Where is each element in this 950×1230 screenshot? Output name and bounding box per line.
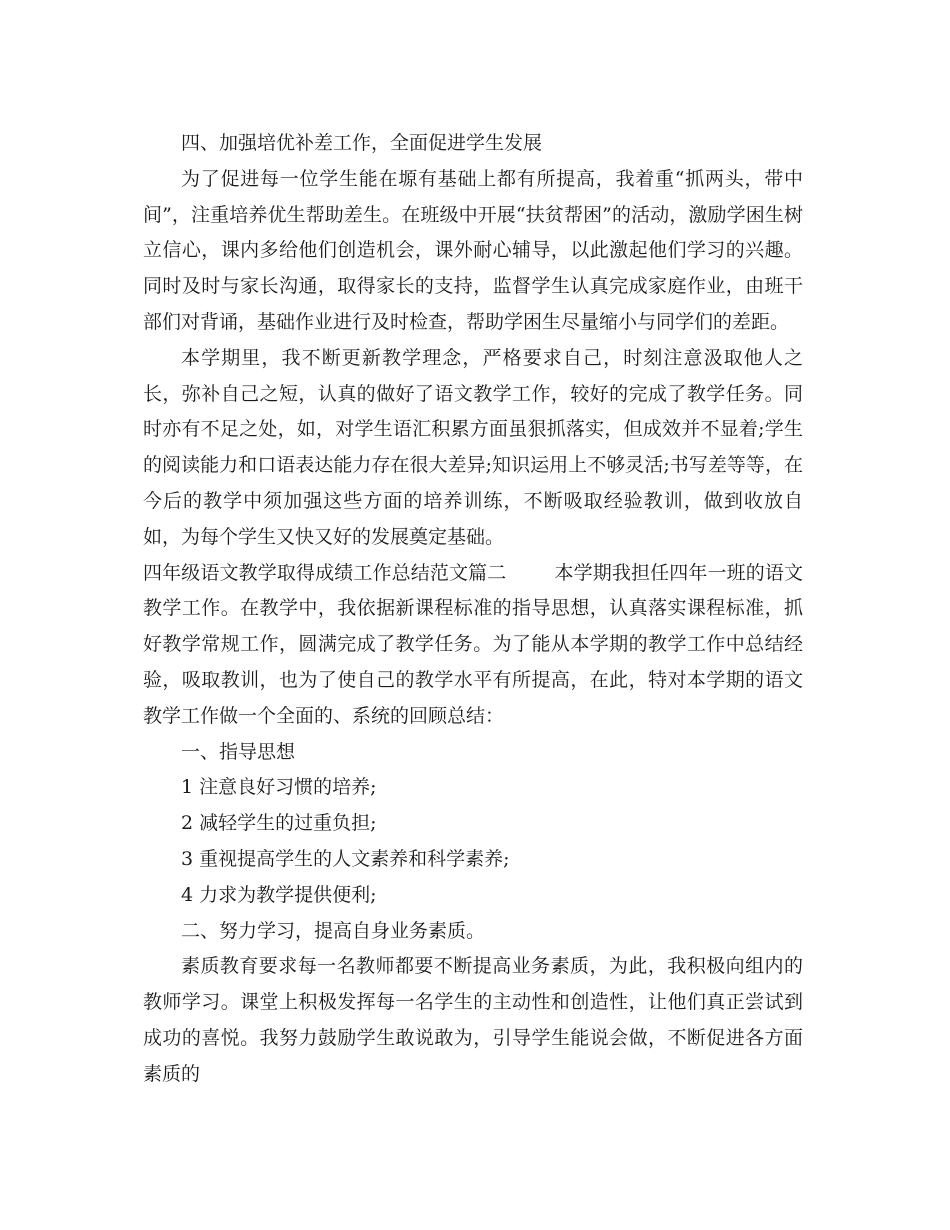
- summary-paragraph: 本学期里，我不断更新教学理念，严格要求自己，时刻注意汲取他人之长，弥补自己之短，认真的做好了语文教学工作，较好的完成了教学任务。同时亦有不足之处，如，对学生语汇积累方面虽狠抓落实，但成效并不显着;学生的阅读能力和口语表达能力存在很大差异;知识运用上不够灵活;书写差等等，在今后的教学中须加强这些方面的培养训练，不断吸取经验教训，做到收放自如，为每个学生又快又好的发展奠定基础。: [143, 346, 803, 548]
- guideline-item: 1 注意良好习惯的培养;: [181, 776, 377, 799]
- guideline-item: 3 重视提高学生的人文素养和科学素养;: [181, 847, 510, 870]
- article2-paragraph: [143, 556, 803, 735]
- guideline-item: 2 减轻学生的过重负担;: [181, 812, 377, 835]
- section2-paragraph: 素质教育要求每一名教师都要不断提高业务素质，为此，我积极向组内的教师学习。课堂上积极发挥每一名学生的主动性和创造性，让他们真正尝试到成功的喜悦。我努力鼓励学生敢说敢为，引导学生能说会做，不断促进各方面素质的: [143, 955, 803, 1085]
- document-body: [143, 126, 803, 1093]
- section2-heading: 二、努力学习，提高自身业务素质。: [181, 919, 486, 942]
- section1-heading: 一、指导思想: [181, 740, 296, 763]
- section4-paragraph: 为了促进每一位学生能在塬有基础上都有所提高，我着重“抓两头，带中间”，注重培养优生帮助差生。在班级中开展“扶贫帮困”的活动，激励学困生树立信心，课内多给他们创造机会，课外耐心辅导，以此激起他们学习的兴趣。同时及时与家长沟通，取得家长的支持，监督学生认真完成家庭作业，由班干部们对背诵，基础作业进行及时检查，帮助学困生尽量缩小与同学们的差距。: [143, 167, 803, 333]
- guideline-item: 4 力求为教学提供便利;: [181, 883, 377, 906]
- article2-title: 四年级语文教学取得成绩工作总结范文篇二: [143, 561, 507, 584]
- section4-heading: 四、加强培优补差工作，全面促进学生发展: [181, 132, 543, 154]
- article2-intro: 本学期我担任四年一班的语文教学工作。在教学中，我依据新课程标准的指导思想，认真落实课程标准，抓好教学常规工作，圆满完成了教学任务。为了能从本学期的教学工作中总结经验，吸取教训，也为了使自己的教学水平有所提高，在此，特对本学期的语文教学工作做一个全面的、系统的回顾总结：: [143, 561, 803, 727]
